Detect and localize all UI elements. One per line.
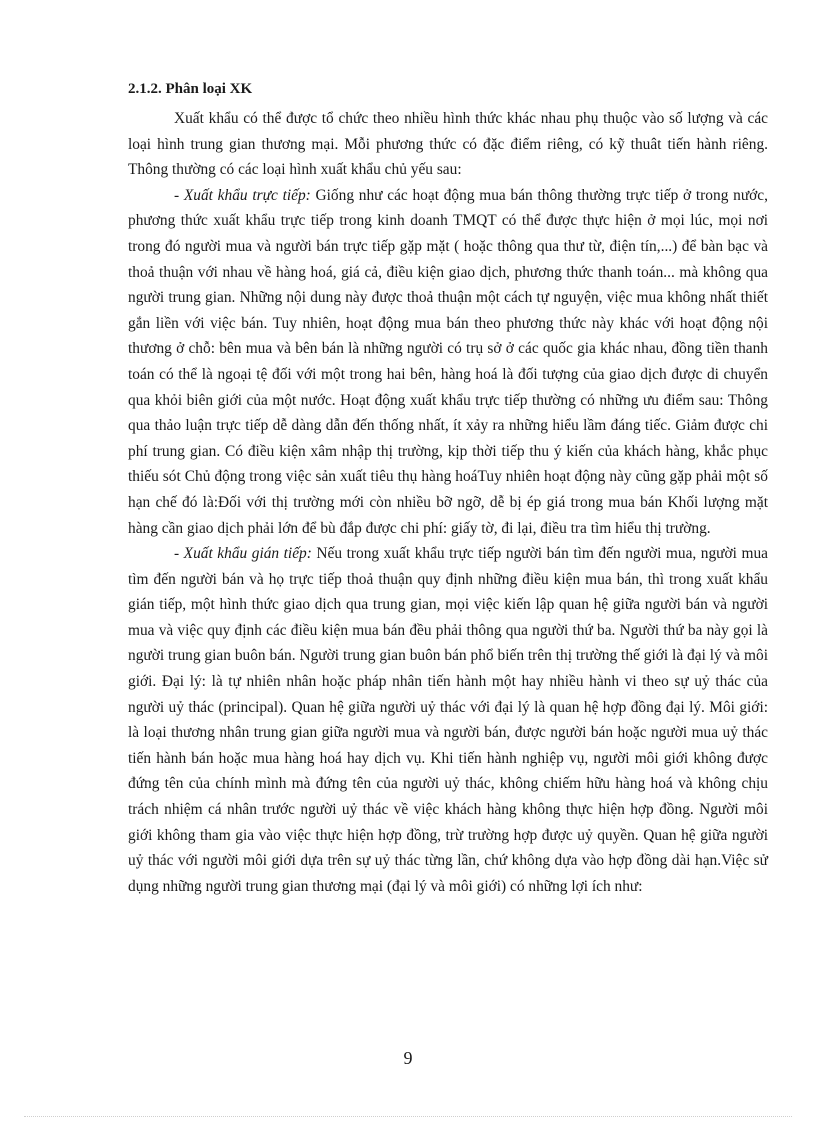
section-heading: 2.1.2. Phân loại XK [128,81,253,97]
indirect-export-paragraph [128,541,768,899]
intro-paragraph: Xuất khẩu có thể được tổ chức theo nhiều hình thức khác nhau phụ thuộc vào số lượng và các loại hình trung gian thương mại. Mỗi phương thức có đặc điểm riêng, có kỹ thuât tiến hành riêng. Thông thường có các loại hình xuất khẩu chủ yếu sau: [128,110,768,179]
document-page [128,78,768,899]
direct-export-lead: - Xuất khẩu trực tiếp: [174,186,311,204]
direct-export-paragraph [128,183,768,541]
footer-divider [24,1116,792,1117]
direct-export-body: Giống như các hoạt động mua bán thông thường trực tiếp ở trong nước, phương thức xuất khẩu trực tiếp trong kinh doanh TMQT có thể được thực hiện ở mọi lúc, mọi nơi trong đó người mua và người bán trực tiếp gặp mặt ( hoặc thông qua thư từ, điện tín,...) để bàn bạc và thoả thuận với nhau về hàng hoá, giá cả, điều kiện giao dịch, phương thức thanh toán... mà không qua người trung gian. Những nội dung này được thoả thuận một cách tự nguyện, việc mua không nhất thiết gắn liền với việc bán. Tuy nhiên, hoạt động mua bán theo phương thức này khác với hoạt động nội thương ở chỗ: bên mua và bên bán là những người có trụ sở ở các quốc gia khác nhau, đồng tiền thanh toán có thể là ngoại tệ đối với một trong hai bên, hàng hoá là đối tượng của giao dịch được di chuyển qua khỏi biên giới của một nước. Hoạt động xuất khẩu trực tiếp thường có những ưu điểm sau: Thông qua thảo luận trực tiếp dễ dàng dẫn đến thống nhất, ít xảy ra những hiểu lầm đáng tiếc. Giảm được chi phí trung gian. Có điều kiện xâm nhập thị trường, kịp thời tiếp thu ý kiến của khách hàng, khắc phục thiếu sót Chủ động trong việc sản xuất tiêu thụ hàng hoáTuy nhiên hoạt động này cũng gặp phải một số hạn chế đó là:Đối với thị trường mới còn nhiều bỡ ngỡ, dễ bị ép giá trong mua bán Khối lượng mặt hàng cần giao dịch phải lớn để bù đắp được chi phí: giấy tờ, đi lại, điều tra tìm hiểu thị trường. [128,186,768,537]
indirect-export-body: Nếu trong xuất khẩu trực tiếp người bán tìm đến người mua, người mua tìm đến người bán và họ trực tiếp thoả thuận quy định những điều kiện mua bán, thì trong xuất khẩu gián tiếp, một hình thức giao dịch qua trung gian, mọi việc kiến lập quan hệ giữa người bán và người mua và việc quy định các điều kiện mua bán đều phải thông qua người thứ ba. Người thứ ba này gọi là người trung gian buôn bán. Người trung gian buôn bán phổ biến trên thị trường thế giới là đại lý và môi giới. Đại lý: là tự nhiên nhân hoặc pháp nhân tiến hành một hay nhiều hành vi theo sự uỷ thác của người uỷ thác (principal). Quan hệ giữa người uỷ thác với đại lý là quan hệ hợp đồng đại lý. Môi giới: là loại thương nhân trung gian giữa người mua và người bán, được người bán hoặc người mua uỷ thác tiến hành bán hoặc mua hàng hoá hay dịch vụ. Khi tiến hành nghiệp vụ, người môi giới không được đứng tên của chính mình mà đứng tên của người uỷ thác, không chiếm hữu hàng hoá và không chịu trách nhiệm cá nhân trước người uỷ thác về việc khách hàng không thực hiện hợp đồng. Người môi giới không tham gia vào việc thực hiện hợp đồng, trừ trường hợp được uỷ quyền. Quan hệ giữa người uỷ thác với người môi giới dựa trên sự uỷ thác từng lần, chứ không dựa vào hợp đồng dài hạn.Việc sử dụng những người trung gian thương mại (đại lý và môi giới) có những lợi ích như: [128,545,768,895]
page-number: 9 [403,1048,413,1068]
indirect-export-lead: - Xuất khẩu gián tiếp: [174,545,312,563]
